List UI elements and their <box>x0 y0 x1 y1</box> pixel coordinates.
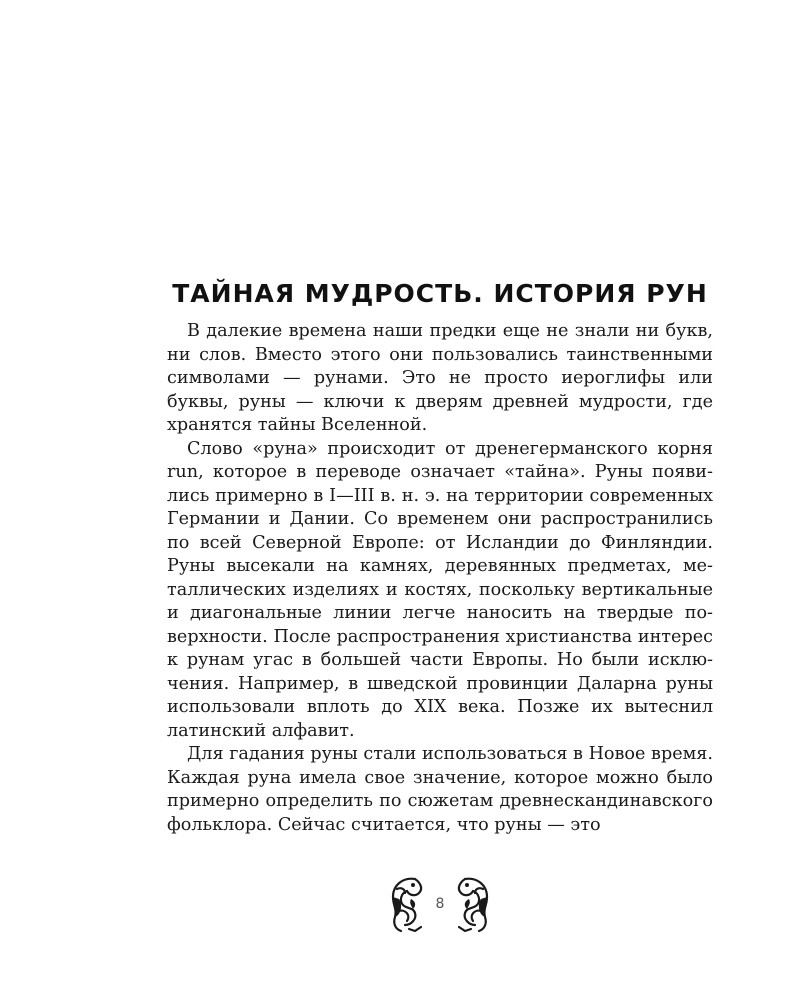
paragraph-3: Для гадания руны стали использоваться в Новое время. Каждая руна имела свое значение, которое можно было примерно определить по сюжетам древнескандинавского фольклора. Сейчас считается, что руны — это <box>167 744 713 835</box>
page-number: 8 <box>435 896 445 912</box>
chapter-title: ТАЙНАЯ МУДРОСТЬ. ИСТОРИЯ РУН <box>172 279 708 308</box>
paragraph-2: Слово «руна» происходит от дренегерманского корня run, которое в переводе означает «тайна». Руны появились примерно в I—III в. н. э. на территории современных Германии и Дании. Со временем они распространились по всей Северной Европе: от Исландии до Финляндии. Руны высекали на камнях, деревянных предметах, металлических изделиях и костях, поскольку вертикальные и диагональные линии легче наносить на твердые поверхности. После распространения христианства интерес к рунам угас в большей части Европы. Но были исключения. Например, в шведской провинции Даларна руны использовали вплоть до XIX века. Позже их вытеснил латинский алфавит. <box>167 438 713 741</box>
page-footer <box>385 875 495 933</box>
norse-beast-ornament-right-icon <box>451 875 495 933</box>
norse-beast-ornament-left-icon <box>385 875 429 933</box>
page-content <box>167 278 713 837</box>
paragraph-1: В далекие времена наши предки еще не знали ни букв, ни слов. Вместо этого они пользовались таинственными символами — рунами. Это не просто иероглифы или буквы, руны — ключи к дверям древней мудрости, где хранятся тайны Вселенной. <box>167 321 713 435</box>
